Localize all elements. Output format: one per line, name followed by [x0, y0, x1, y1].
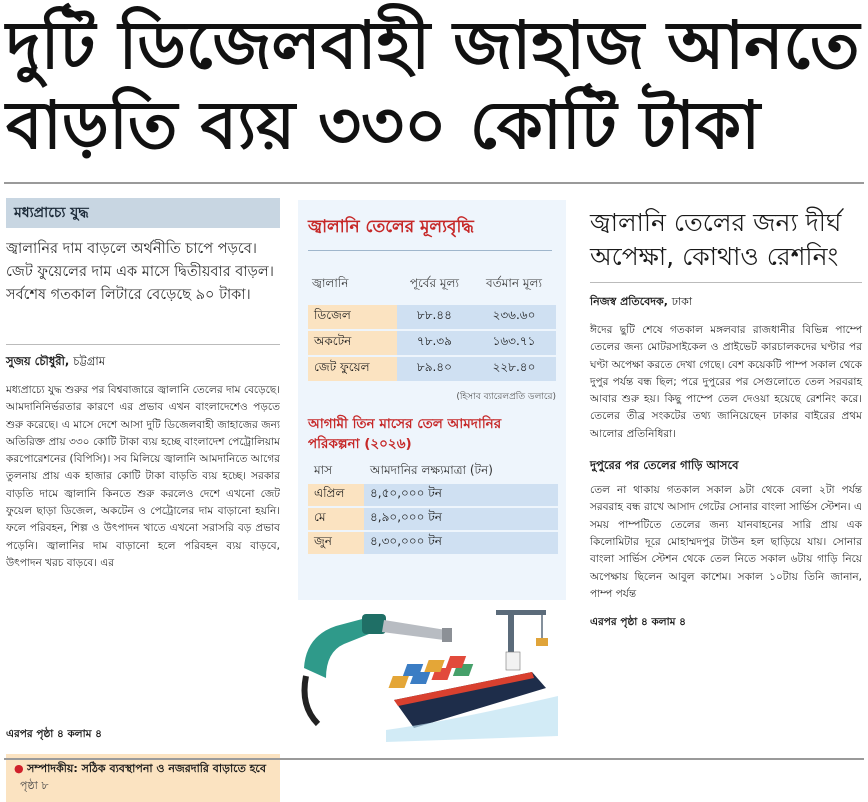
right-subhead: দুপুরের পর তেলের গাড়ি আসবে: [590, 458, 739, 473]
divider: [590, 282, 862, 283]
right-headline: জ্বালানি তেলের জন্য দীর্ঘ অপেক্ষা, কোথাও রেশনিং: [590, 208, 842, 271]
section-label: মধ্যপ্রাচ্যে যুদ্ধ: [6, 198, 280, 228]
table-row: [308, 305, 556, 330]
byline-name: সুজয় চৌধুরী,: [6, 354, 70, 368]
col-month: মাস: [314, 463, 333, 477]
table-row: [308, 484, 558, 507]
editorial-page: পৃষ্ঠা ৮: [20, 779, 49, 792]
continued-note: এরপর পৃষ্ঠা ৪ কলাম ৪: [590, 616, 686, 629]
import-value: ৪,৫০,০০০ টন: [364, 484, 558, 507]
price-table-header: [308, 261, 556, 305]
bullet-icon: ●: [14, 762, 24, 775]
import-value: ৪,৩০,০০০ টন: [364, 531, 558, 555]
divider: [6, 344, 280, 345]
fuel-price-infobox: [298, 200, 566, 600]
table-row: [308, 507, 558, 531]
curr-price: ২২৮.৪০: [472, 356, 556, 382]
col-fuel: জ্বালানি: [312, 276, 349, 290]
table-row: [308, 531, 558, 555]
table-row: [308, 330, 556, 356]
article-body: মধ্যপ্রাচ্যে যুদ্ধ শুরুর পর বিশ্ববাজারে জ্বালানি তেলের দাম বেড়েছে। আমদানিনির্ভরতার কারণে এর প্রভাব এখন বাংলাদেশেও পড়তে শুরু করেছে। এ মাসে দেশে আসা দুটি ডিজেলবাহী জাহাজের জন্য অতিরিক্ত প্রায় ৩৩০ কোটি টাকা ব্যয় হচ্ছে বাংলাদেশ পেট্রোলিয়াম করপোরেশনের (বিপিসি)। সব মিলিয়ে জ্বালানি আমদানিতে আগের তুলনায় প্রায় এক হাজার কোটি টাকা বাড়তি ব্যয় হচ্ছে। সরকার বাড়তি দামে জ্বালানি কিনতে শুরু করলেও দেশে এখনো জেট ফুয়েল ছাড়া ডিজেল, অকটেন ও পেট্রোলের দাম বাড়ানো হয়নি। ফলে পরিবহন, শিল্প ও উৎপাদন খাতে এখনো সরাসরি বড় প্রভাব পড়েনি। জ্বালানির দাম বাড়ানো হলে পরিবহন ব্যয় বাড়বে, উৎপাদন খরচ বাড়বে। এর: [6, 384, 280, 569]
headline: [6, 6, 862, 166]
right-body-1: ঈদের ছুটি শেষে গতকাল মঙ্গলবার রাজধানীর বিভিন্ন পাম্পে তেলের জন্য মোটরসাইকেল ও প্রাইভেট কারচালকদের ঘণ্টার পর ঘণ্টা অপেক্ষা করতে দেখা গেছে। বেশ কয়েকটি পাম্প সকাল থেকে দুপুর পর্যন্ত বন্ধ ছিল; পরে দুপুরের পর সেগুলোতে তেল সরবরাহ আবার শুরু হয়। কিছু পাম্পে তেল দেওয়া হয়েছে রেশনিং করে। তেলের তীব্র সংকটের তথ্য জানিয়েছেন ঢাকার বাইরের প্রথম আলোর প্রতিনিধিরা।: [590, 324, 862, 440]
fuel-name: অকটেন: [308, 330, 397, 356]
import-month: জুন: [308, 531, 364, 555]
headline-line-1: দুটি ডিজেলবাহী জাহাজ আনতে: [6, 7, 860, 84]
curr-price: ২৩৬.৬০: [472, 305, 556, 330]
right-column: [590, 206, 862, 632]
col-curr: বর্তমান মূল্য: [486, 276, 542, 290]
left-column: [6, 198, 280, 802]
col-prev: পূর্বের মূল্য: [409, 276, 459, 290]
continued-note: এরপর পৃষ্ঠা ৪ কলাম ৪: [6, 728, 102, 740]
import-table-header: [308, 460, 558, 484]
import-title: আগামী তিন মাসের তেল আমদানির পরিকল্পনা (২০২৬): [308, 416, 502, 452]
lede: জ্বালানির দাম বাড়লে অর্থনীতি চাপে পড়বে। জেট ফুয়েলের দাম এক মাসে দ্বিতীয়বার বাড়ল। সর্বশেষ গতকাল লিটারে বেড়েছে ৯০ টাকা।: [6, 241, 274, 303]
import-month: মে: [308, 507, 364, 531]
byline-name: নিজস্ব প্রতিবেদক,: [590, 295, 668, 308]
editorial-box[interactable]: [6, 754, 280, 802]
port-crane-icon: [496, 610, 548, 670]
right-byline: [590, 293, 862, 312]
prev-price: ৮৯.৪০: [397, 356, 472, 382]
infobox-title: জ্বালানি তেলের মূল্যবৃদ্ধি: [308, 214, 552, 251]
right-body-2: তেল না থাকায় গতকাল সকাল ৯টা থেকে বেলা ২টা পর্যন্ত সরবরাহ বন্ধ রাখে আসাদ গেটের সোনার বাংলা সার্ভিস স্টেশন। এ সময় পাম্পটিতে তেলের জন্য যানবাহনের সারি প্রায় এক কিলোমিটার দূরে মোহাম্মদপুর টাউন হল ছাড়িয়ে যায়। সোনার বাংলা সার্ভিস স্টেশন থেকে তেল নিতে সকাল ৬টায় গাড়ি নিয়ে অপেক্ষায় ছিলেন আবুল কাশেম। সকাল ১০টায় তিনি জানান, পাম্প পর্যন্ত: [590, 484, 862, 600]
import-value: ৪,৯০,০০০ টন: [364, 507, 558, 531]
fuel-name: জেট ফুয়েল: [308, 356, 397, 382]
import-month: এপ্রিল: [308, 484, 364, 507]
byline-place: চট্টগ্রাম: [73, 354, 106, 368]
tanker-illustration: [296, 596, 568, 746]
curr-price: ১৬৩.৭১: [472, 330, 556, 356]
prev-price: ৮৮.৪৪: [397, 305, 472, 330]
price-table: [308, 261, 556, 383]
table-row: [308, 356, 556, 382]
fuel-name: ডিজেল: [308, 305, 397, 330]
bottom-divider: [4, 758, 864, 760]
top-divider: [4, 182, 864, 184]
byline-place: ঢাকা: [671, 295, 693, 308]
price-note: (হিসাব ব্যারেলপ্রতি ডলারে): [456, 392, 556, 402]
col-target: আমদানির লক্ষ্যমাত্রা (টন): [370, 463, 493, 477]
byline: [6, 353, 280, 372]
prev-price: ৭৮.৩৯: [397, 330, 472, 356]
headline-line-2: বাড়তি ব্যয় ৩৩০ কোটি টাকা: [6, 87, 761, 164]
editorial-text: সম্পাদকীয়: সঠিক ব্যবস্থাপনা ও নজরদারি বাড়াতে হবে: [27, 762, 266, 775]
import-table: [308, 460, 558, 556]
